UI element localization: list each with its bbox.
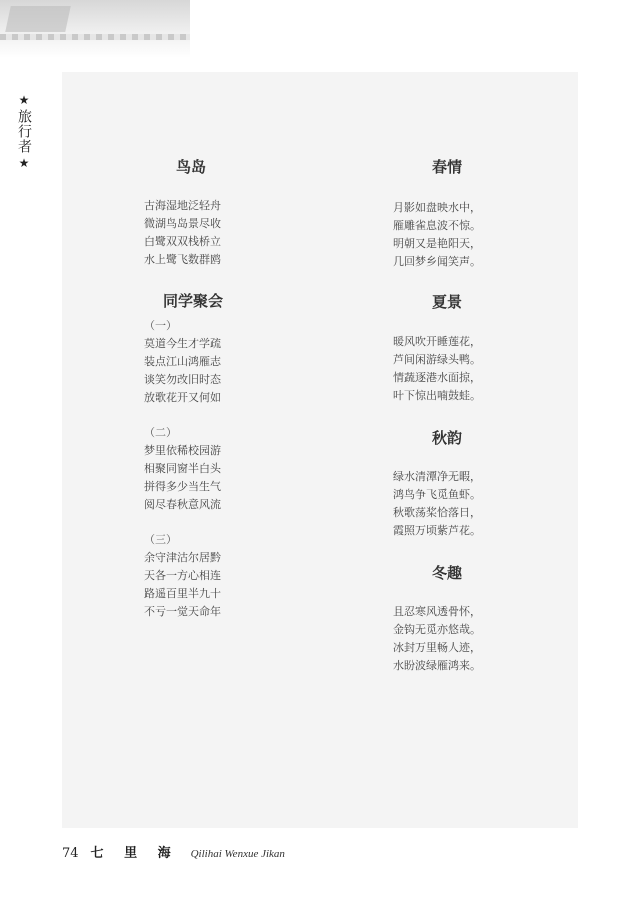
poem-line: 余守津沽尔居黔: [144, 551, 221, 564]
poem-line: 鸿鸟争飞觅鱼虾。: [393, 488, 481, 501]
poem-line: 梦里依稀校园游: [144, 444, 221, 457]
poem-line: 绿水清潭净无暇，: [393, 470, 481, 483]
poem-line: 冰封万里畅人迹，: [393, 641, 481, 654]
poem-body-niaodao: [144, 197, 222, 269]
poem-body-tongxue-2: [144, 424, 222, 514]
poem-title-chunqing: 春情: [432, 158, 463, 176]
poem-line: 古海湿地泛轻舟: [144, 199, 221, 212]
column-tag: [16, 92, 32, 171]
poem-line: 暖风吹开睡莲花，: [393, 335, 481, 348]
poem-line: 天各一方心相连: [144, 569, 221, 582]
poem-line: 明朝又是艳阳天，: [393, 237, 481, 250]
poem-line: 霞照万顷紫芦花。: [393, 524, 481, 537]
section-label: （二）: [144, 426, 177, 439]
poem-line: 水上鹭飞数群鸥: [144, 253, 221, 266]
page-footer: [62, 842, 285, 862]
section-label: （三）: [144, 533, 177, 546]
poem-title-tongxue: 同学聚会: [163, 292, 224, 310]
poem-line: 水盼波绿雁鸿来。: [393, 659, 481, 672]
star-icon: ★: [18, 156, 30, 170]
poem-line: 阅尽春秋意风流: [144, 498, 221, 511]
poem-body-tongxue-3: [144, 531, 222, 621]
poem-line: 秋歌荡桨恰落日，: [393, 506, 481, 519]
poem-body-chunqing: [393, 199, 481, 271]
corner-decoration: [0, 0, 190, 58]
poem-title-qiuyun: 秋韵: [432, 429, 463, 447]
star-icon: ★: [18, 93, 30, 107]
magazine-name-cn: 七 里 海: [90, 846, 179, 861]
poem-title-xiajing: 夏景: [432, 293, 463, 311]
poem-line: 莫道今生才学疏: [144, 337, 221, 350]
poem-line: 路遥百里半九十: [144, 587, 221, 600]
poem-line: 月影如盘映水中，: [393, 201, 481, 214]
content-panel: [62, 72, 578, 828]
poem-line: 谈笑勿改旧时态: [144, 373, 221, 386]
poem-line: 拼得多少当生气: [144, 480, 221, 493]
poem-line: 雁雕雀息波不惊。: [393, 219, 481, 232]
poem-line: 相聚同窗半白头: [144, 462, 221, 475]
poem-body-dongqu: [393, 603, 481, 675]
poem-line: 芦间闲游绿头鸭。: [393, 353, 481, 366]
poem-line: 情蔬逐港水面掠，: [393, 371, 481, 384]
poem-line: 不亏一觉天命年: [144, 605, 221, 618]
column-label: 旅行者: [16, 109, 32, 154]
poem-title-niaodao: 鸟岛: [176, 158, 207, 176]
poem-line: 且忍寒风透骨怀，: [393, 605, 481, 618]
magazine-name-en: Qilihai Wenxue Jikan: [190, 848, 285, 860]
poem-title-dongqu: 冬趣: [432, 564, 463, 582]
poem-body-tongxue-1: [144, 317, 222, 407]
poem-line: 金钩无觅亦悠哉。: [393, 623, 481, 636]
poem-line: 白鹭双双栈桥立: [144, 235, 221, 248]
poem-line: 装点江山鸿雁志: [144, 355, 221, 368]
page-number: 74: [62, 846, 79, 861]
section-label: （一）: [144, 319, 177, 332]
poem-body-qiuyun: [393, 468, 481, 540]
poem-line: 微湖鸟岛景尽收: [144, 217, 221, 230]
poem-body-xiajing: [393, 333, 481, 405]
poem-line: 几回梦乡闻笑声。: [393, 255, 481, 268]
poem-line: 放歌花开又何如: [144, 391, 221, 404]
poem-line: 叶下惊出喃鼓蛙。: [393, 389, 481, 402]
